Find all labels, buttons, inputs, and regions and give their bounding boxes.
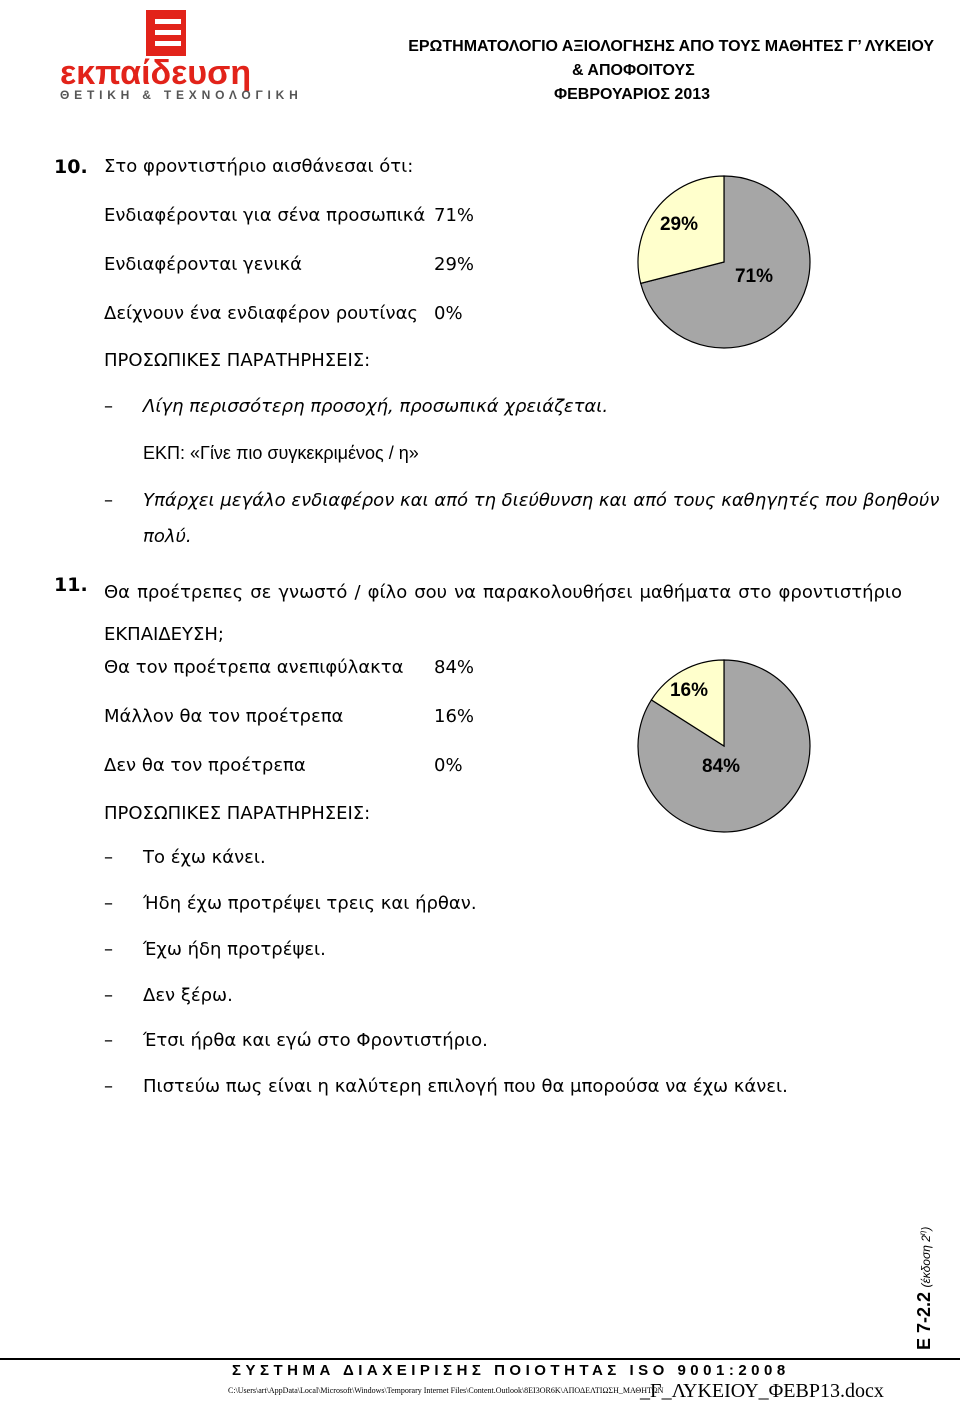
document-edition: (έκδοση $2^\eta$) (918, 1226, 933, 1288)
q10-option-value: 0% (434, 303, 463, 324)
q11-option-value: 0% (434, 755, 463, 776)
q10-option-label: Δείχνουν ένα ενδιαφέρον ρουτίνας (104, 303, 418, 324)
q11-pie-chart (634, 656, 814, 836)
q11-option-value: 84% (434, 657, 475, 678)
q10-option-label: Ενδιαφέρονται γενικά (104, 254, 303, 275)
footer-file-name: _Γ_ΛΥΚΕΙΟΥ_ΦΕΒΡ13.docx (640, 1380, 884, 1402)
pie-data-label: 71% (734, 266, 774, 287)
pie-data-label: 16% (669, 680, 709, 701)
header-date: ΦΕΒΡΟΥΑΡΙΟΣ 2013 (554, 86, 711, 103)
q11-option-value: 16% (434, 706, 475, 727)
q11-option-label: Θα τον προέτρεπα ανεπιφύλακτα (104, 657, 404, 678)
pie-data-label: 29% (659, 214, 699, 235)
q10-question: Στο φροντιστήριο αισθάνεσαι ότι: (104, 156, 414, 177)
list-dash: – (104, 396, 113, 417)
q11-number: 11. (54, 574, 88, 596)
q11-remarks-title: ΠΡΟΣΩΠΙΚΕΣ ΠΑΡΑΤΗΡΗΣΕΙΣ: (104, 803, 371, 824)
document-code: Ε 7-2.2 (914, 1291, 934, 1350)
q10-remark: Υπάρχει μεγάλο ενδιαφέρον και από τη διεύθυνση και από τους καθηγητές που βοηθούν (143, 490, 940, 511)
list-dash: – (104, 985, 113, 1006)
footer-system: ΣΥΣΤΗΜΑ ΔΙΑΧΕΙΡΙΣΗΣ ΠΟΙΟΤΗΤΑΣ ISO 9001:2008 (232, 1362, 790, 1379)
q10-ekp-note: ΕΚΠ: «Γίνε πιο συγκεκριμένος / η» (143, 443, 419, 463)
logo-subtitle: ΘΕΤΙΚΗ & ΤΕΧΝΟΛΟΓΙΚΗ (60, 88, 303, 102)
footer-file-path: C:\Users\art\AppData\Local\Microsoft\Windows\Temporary Internet Files\Content.Outlook\8EI3OR6K\ΑΠΟΔΕΛΤΙΩΣΗ_ΜΑΘΗΤΩΝ (228, 1386, 664, 1395)
logo-mark-icon (146, 10, 186, 56)
footer-divider (0, 1358, 960, 1360)
list-dash: – (104, 1030, 113, 1051)
q10-option-value: 29% (434, 254, 475, 275)
q11-remark: Δεν ξέρω. (143, 985, 233, 1006)
q11-remark: Ήδη έχω προτρέψει τρεις και ήρθαν. (143, 893, 477, 914)
q11-remark: Έτσι ήρθα και εγώ στο Φροντιστήριο. (143, 1030, 488, 1051)
list-dash: – (104, 490, 113, 511)
q10-option-label: Ενδιαφέρονται για σένα προσωπικά (104, 205, 426, 226)
q10-remarks-title: ΠΡΟΣΩΠΙΚΕΣ ΠΑΡΑΤΗΡΗΣΕΙΣ: (104, 350, 371, 371)
list-dash: – (104, 893, 113, 914)
q10-remark-cont: πολύ. (143, 526, 192, 547)
q10-remark: Λίγη περισσότερη προσοχή, προσωπικά χρειάζεται. (143, 396, 609, 417)
q10-pie-chart (634, 172, 814, 352)
logo-wordmark: εκπαίδευση (60, 54, 252, 92)
header-title: ΕΡΩΤΗΜΑΤΟΛΟΓΙΟ ΑΞΙΟΛΟΓΗΣΗΣ ΑΠΟ ΤΟΥΣ ΜΑΘΗΤΕΣ Γ’ ΛΥΚΕΙΟΥ (408, 38, 934, 55)
q11-question: Θα προέτρεπες σε γνωστό / φίλο σου να παρακολουθήσει μαθήματα στο φροντιστήριο ΕΚΠΑΙΔΕΥΣΗ; (104, 582, 902, 645)
q11-option-label: Δεν θα τον προέτρεπα (104, 755, 306, 776)
q11-option-label: Μάλλον θα τον προέτρεπα (104, 706, 344, 727)
list-dash: – (104, 847, 113, 868)
q11-remark: Πιστεύω πως είναι η καλύτερη επιλογή που θα μπορούσα να έχω κάνει. (143, 1076, 788, 1097)
q11-remark: Το έχω κάνει. (143, 847, 266, 868)
document-code-vertical (914, 1200, 954, 1350)
q10-option-value: 71% (434, 205, 475, 226)
list-dash: – (104, 1076, 113, 1097)
q10-number: 10. (54, 156, 88, 178)
list-dash: – (104, 939, 113, 960)
pie-data-label: 84% (701, 756, 741, 777)
q11-remark: Έχω ήδη προτρέψει. (143, 939, 326, 960)
header-subtitle: & ΑΠΟΦΟΙΤΟΥΣ (572, 62, 695, 79)
